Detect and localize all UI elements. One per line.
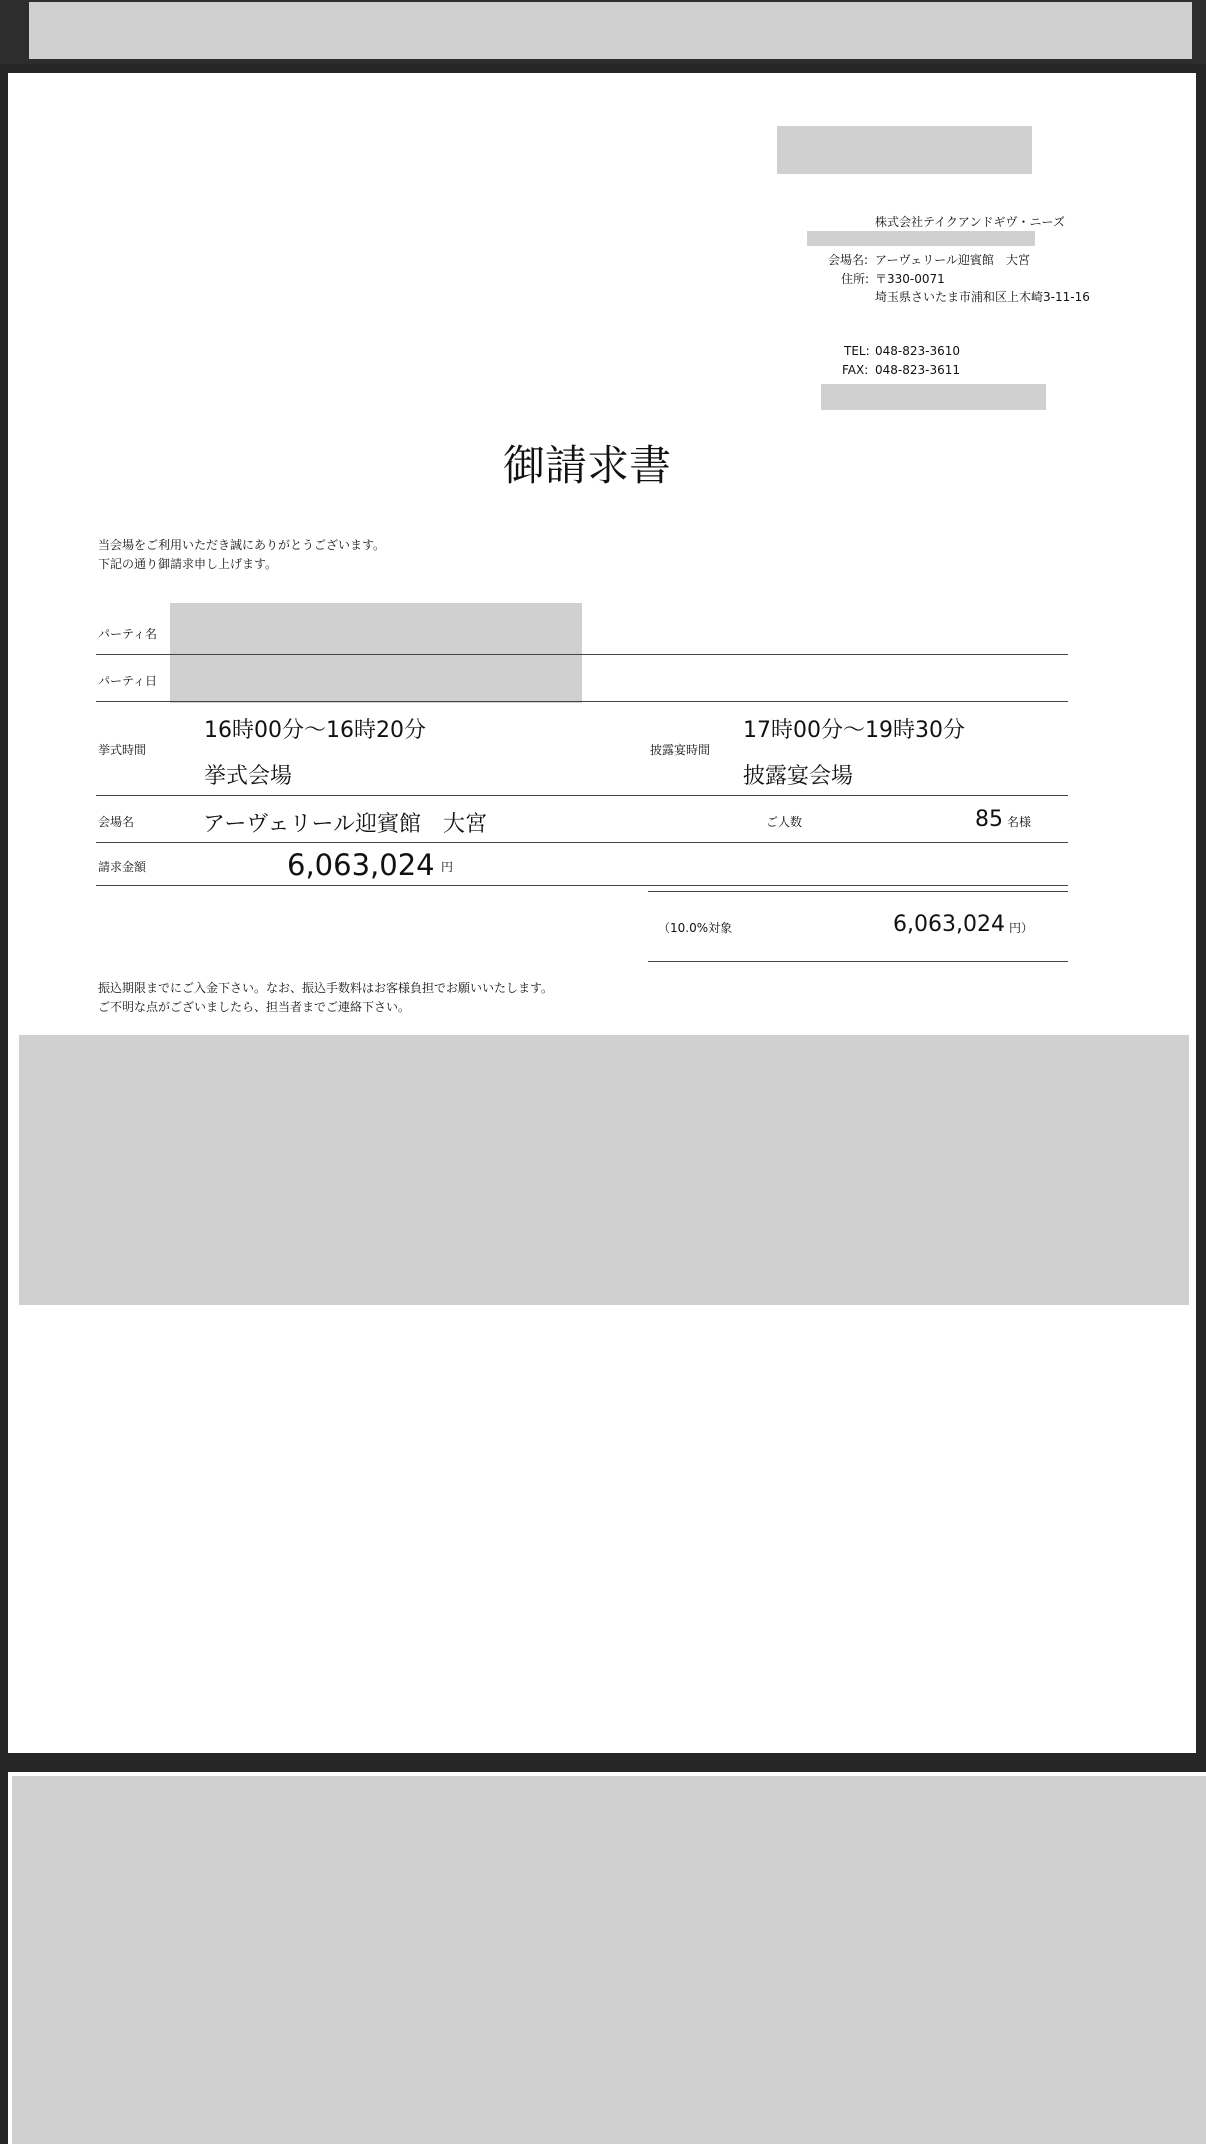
- guests-count: 85: [975, 807, 1003, 832]
- tel-number: 048-823-3610: [875, 344, 961, 358]
- greeting-line-2: 下記の通り御請求申し上げます。: [98, 557, 278, 571]
- divider: [96, 654, 1068, 655]
- address-label: 住所:: [841, 272, 870, 286]
- redacted-line: [807, 231, 1035, 246]
- divider: [96, 885, 1068, 886]
- redacted-stamp: [777, 126, 1032, 174]
- amount-label: 請求金額: [98, 860, 147, 874]
- divider: [648, 961, 1068, 962]
- note-line-1: 振込期限までにご入金下さい。なお、振込手数料はお客様負担でお願いいたします。: [98, 981, 554, 995]
- reception-time: 17時00分～19時30分: [743, 718, 965, 743]
- reception-venue: 披露宴会場: [743, 764, 854, 789]
- amount-value: 6,063,024: [287, 848, 435, 882]
- invoice-page: [8, 73, 1196, 1753]
- company-name: 株式会社テイクアンドギヴ・ニーズ: [875, 215, 1065, 229]
- venue-row-value: アーヴェリール迎賓館 大宮: [203, 812, 488, 837]
- tax-label: （10.0%対象: [658, 921, 733, 935]
- tel-label: TEL:: [844, 344, 870, 358]
- venue-name: アーヴェリール迎賓館 大宮: [875, 253, 1030, 267]
- reception-time-label: 披露宴時間: [650, 743, 711, 757]
- tax-unit: 円）: [1009, 921, 1034, 935]
- divider: [96, 701, 1068, 702]
- ceremony-venue: 挙式会場: [204, 764, 293, 789]
- guests-unit: 名様: [1007, 815, 1032, 829]
- ceremony-time-label: 挙式時間: [98, 743, 147, 757]
- address: 埼玉県さいたま市浦和区上木崎3-11-16: [875, 290, 1090, 304]
- guests-label: ご人数: [766, 815, 803, 829]
- fax-number: 048-823-3611: [875, 363, 961, 377]
- venue-row-label: 会場名: [98, 815, 135, 829]
- next-page: [8, 1772, 1206, 2144]
- redacted-next-page: [12, 1776, 1206, 2144]
- greeting-line-1: 当会場をご利用いただき誠にありがとうございます。: [98, 538, 386, 552]
- divider: [96, 842, 1068, 843]
- note-line-2: ご不明な点がございましたら、担当者までご連絡下さい。: [98, 1000, 411, 1014]
- divider: [96, 795, 1068, 796]
- party-date-label: パーティ日: [98, 674, 158, 688]
- postal-code: 〒330-0071: [875, 272, 945, 286]
- party-name-label: パーティ名: [98, 627, 158, 641]
- amount-unit: 円: [441, 860, 454, 874]
- fax-label: FAX:: [842, 363, 869, 377]
- ceremony-time: 16時00分～16時20分: [204, 718, 426, 743]
- redacted-line: [821, 384, 1046, 410]
- redacted-area-top: [29, 2, 1192, 59]
- divider: [648, 891, 1068, 892]
- venue-label: 会場名:: [828, 253, 869, 267]
- redacted-party-info: [170, 603, 582, 703]
- redacted-bank-details: [19, 1035, 1189, 1305]
- tax-amount: 6,063,024: [893, 912, 1005, 937]
- page-title: 御請求書: [503, 441, 672, 490]
